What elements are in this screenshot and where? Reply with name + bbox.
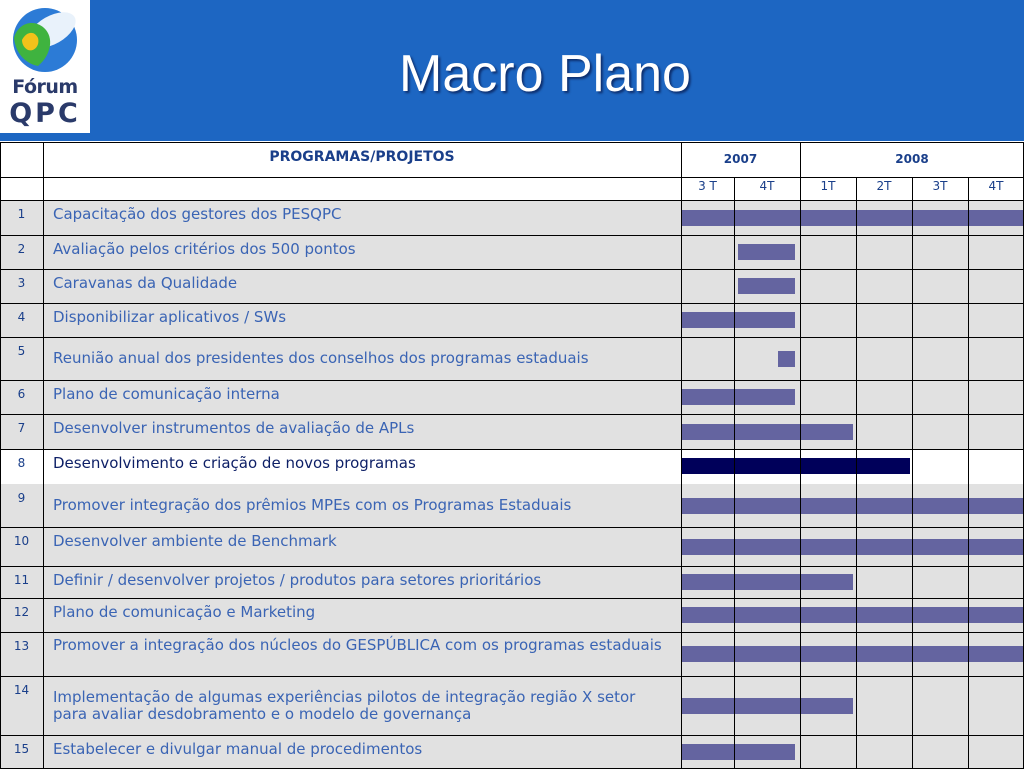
task-label: Estabelecer e divulgar manual de procedimentos	[53, 740, 423, 758]
task-label: Promover integração dos prêmios MPEs com os Programas Estaduais	[53, 496, 572, 514]
grid-line	[681, 142, 682, 768]
task-label: Plano de comunicação e Marketing	[53, 603, 316, 621]
row-number: 9	[17, 491, 26, 505]
quarter-header: 1T	[820, 179, 836, 193]
grid-line	[0, 527, 1024, 528]
year-header-2007: 2007	[723, 152, 758, 166]
task-label: Disponibilizar aplicativos / SWs	[53, 308, 287, 326]
gantt-bar	[681, 210, 1024, 226]
grid-line	[0, 177, 1024, 178]
gantt-bar	[738, 244, 795, 260]
gantt-bar	[681, 458, 910, 474]
task-label: Reunião anual dos presidentes dos conselhos dos programas estaduais	[53, 349, 589, 367]
grid-line	[968, 177, 969, 768]
task-label: Avaliação pelos critérios dos 500 pontos	[53, 240, 356, 258]
row-number: 5	[17, 344, 26, 358]
grid-line	[43, 142, 44, 768]
logo-text-qpc: QPC	[9, 98, 81, 129]
logo	[0, 0, 90, 133]
grid-line	[0, 142, 1024, 143]
row-number: 11	[13, 573, 30, 587]
row-number: 15	[13, 742, 30, 756]
task-label: Desenvolver ambiente de Benchmark	[53, 532, 337, 550]
gantt-bar	[778, 351, 795, 367]
grid-line	[0, 200, 1024, 201]
quarter-header: 2T	[876, 179, 892, 193]
row-number: 4	[17, 310, 26, 324]
quarter-header: 3T	[932, 179, 948, 193]
grid-line	[0, 142, 1, 768]
task-label: Desenvolvimento e criação de novos programas	[53, 454, 416, 472]
gantt-bar	[681, 646, 1024, 662]
grid-line	[0, 414, 1024, 415]
gantt-bar	[738, 278, 795, 294]
logo-text-forum: Fórum	[12, 76, 78, 98]
row-number: 2	[17, 242, 26, 256]
grid-line	[0, 449, 1024, 450]
row-number: 6	[17, 387, 26, 401]
grid-line	[856, 177, 857, 768]
row-number: 8	[17, 456, 26, 470]
gantt-bar	[681, 389, 795, 405]
gantt-bar	[681, 539, 1024, 555]
grid-line	[0, 632, 1024, 633]
quarter-header: 4T	[759, 179, 775, 193]
row-number: 13	[13, 639, 30, 653]
gantt-bar	[681, 607, 1024, 623]
row-number: 14	[13, 683, 30, 697]
grid-line	[0, 235, 1024, 236]
task-label: Definir / desenvolver projetos / produtos para setores prioritários	[53, 571, 542, 589]
task-label: Caravanas da Qualidade	[53, 274, 238, 292]
grid-line	[0, 337, 1024, 338]
row-number: 7	[17, 421, 26, 435]
gantt-table	[0, 141, 1024, 768]
gantt-bar	[681, 312, 795, 328]
slide-header	[0, 0, 1024, 141]
row-number: 12	[13, 605, 30, 619]
column-header-programs: PROGRAMAS/PROJETOS	[269, 149, 455, 165]
brazil-globe-logo-icon	[0, 0, 90, 76]
row-separator	[0, 481, 1024, 484]
grid-line	[0, 269, 1024, 270]
grid-line	[0, 566, 1024, 567]
task-label: Plano de comunicação interna	[53, 385, 280, 403]
task-label: Implementação de algumas experiências pilotos de integração região X setor para avaliar desdobramento e o modelo de governança	[53, 688, 636, 723]
grid-line	[800, 142, 801, 768]
grid-line	[912, 177, 913, 768]
gantt-bar	[681, 698, 853, 714]
row-number: 3	[17, 276, 26, 290]
row-number: 10	[13, 534, 30, 548]
task-label: Promover a integração dos núcleos do GESPÚBLICA com os programas estaduais	[53, 636, 662, 654]
slide-title: Macro Plano	[399, 45, 691, 103]
grid-line	[0, 380, 1024, 381]
gantt-bar	[681, 498, 1024, 514]
grid-line	[0, 598, 1024, 599]
quarter-header: 3 T	[698, 179, 717, 193]
row-number: 1	[17, 207, 26, 221]
task-label: Desenvolver instrumentos de avaliação de APLs	[53, 419, 415, 437]
gantt-bar	[681, 574, 853, 590]
grid-line	[0, 303, 1024, 304]
quarter-header: 4T	[988, 179, 1004, 193]
grid-line	[0, 735, 1024, 736]
year-header-2008: 2008	[895, 152, 929, 166]
grid-line	[0, 676, 1024, 677]
grid-line	[734, 177, 735, 768]
gantt-bar	[681, 744, 795, 760]
gantt-bar	[681, 424, 853, 440]
task-label: Capacitação dos gestores dos PESQPC	[53, 205, 342, 223]
